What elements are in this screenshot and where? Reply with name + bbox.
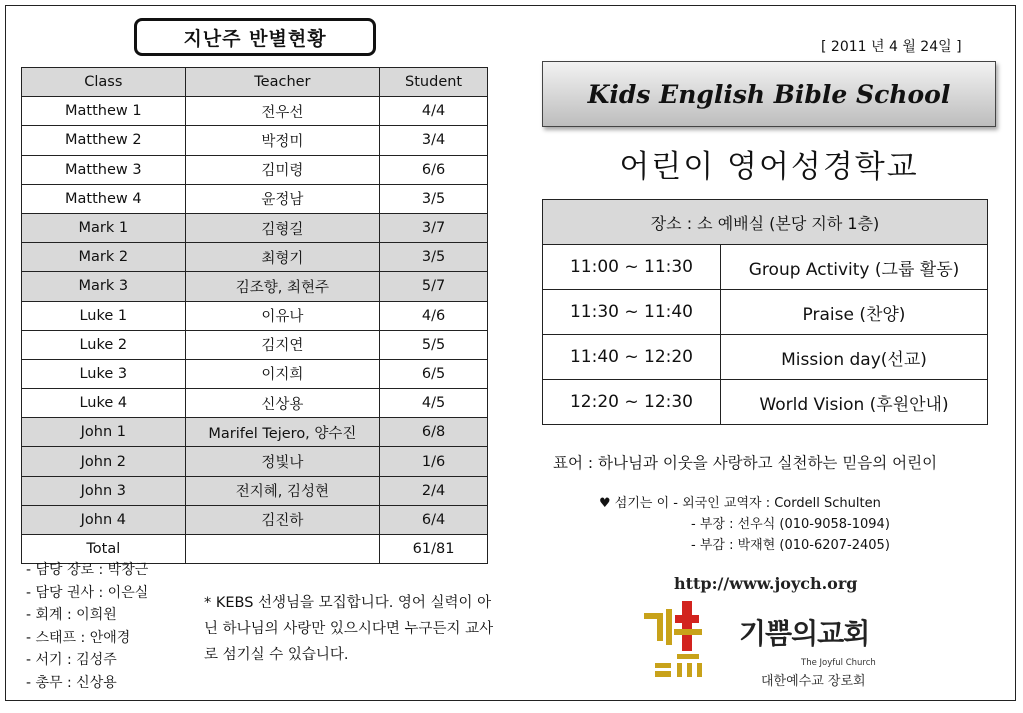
cell-class: John 1 — [22, 418, 186, 447]
cell-student: 5/7 — [380, 272, 488, 301]
staff-line: ♥ 섬기는 이 - 외국인 교역자 : Cordell Schulten — [599, 496, 881, 511]
time-cell: 12:20 ~ 12:30 — [543, 380, 721, 425]
cell-teacher: 이유나 — [185, 301, 380, 330]
cell-class: John 4 — [22, 505, 186, 534]
cell-class: Luke 2 — [22, 330, 186, 359]
church-denomination: 대한예수교 장로회 — [761, 674, 866, 689]
table-row — [22, 359, 488, 388]
cell-teacher: Marifel Tejero, 양수진 — [185, 418, 380, 447]
cell-class: Matthew 4 — [22, 184, 186, 213]
header-student: Student — [380, 68, 488, 97]
cell-class: Luke 1 — [22, 301, 186, 330]
church-url-link[interactable]: http://www.joych.org — [674, 574, 858, 593]
cell-student: 4/6 — [380, 301, 488, 330]
place-row — [543, 200, 988, 245]
table-row — [543, 245, 988, 290]
table-row — [22, 476, 488, 505]
list-item: - 담당 장로 : 박창근 — [26, 562, 149, 578]
staff-list — [26, 559, 148, 694]
cell-student: 6/5 — [380, 359, 488, 388]
header-class: Class — [22, 68, 186, 97]
table-row — [543, 290, 988, 335]
church-name: 기쁨의교회 — [739, 617, 870, 650]
time-cell: 11:40 ~ 12:20 — [543, 335, 721, 380]
staff-line: - 부장 : 선우식 (010-9058-1094) — [691, 517, 890, 532]
cell-teacher: 김형길 — [185, 213, 380, 242]
cell-teacher: 김미령 — [185, 155, 380, 184]
cell-teacher: 전우선 — [185, 97, 380, 126]
table-row — [22, 97, 488, 126]
list-item: - 회계 : 이희원 — [26, 607, 117, 623]
table-row — [22, 330, 488, 359]
activity-cell: Mission day(선교) — [721, 335, 988, 380]
attendance-title: 지난주 반별현황 — [134, 18, 376, 56]
cell-class: Luke 4 — [22, 389, 186, 418]
total-student: 61/81 — [380, 535, 488, 564]
cell-student: 3/5 — [380, 243, 488, 272]
school-name-banner: Kids English Bible School — [542, 61, 996, 127]
cell-teacher: 김지연 — [185, 330, 380, 359]
cell-class: John 2 — [22, 447, 186, 476]
cell-teacher: 김진하 — [185, 505, 380, 534]
time-cell: 11:00 ~ 11:30 — [543, 245, 721, 290]
place-cell: 장소 : 소 예배실 (본당 지하 1층) — [543, 200, 988, 245]
cell-student: 3/7 — [380, 213, 488, 242]
table-row — [22, 272, 488, 301]
table-row — [22, 447, 488, 476]
cell-student: 2/4 — [380, 476, 488, 505]
cell-student: 4/4 — [380, 97, 488, 126]
cell-student: 6/4 — [380, 505, 488, 534]
cell-student: 3/5 — [380, 184, 488, 213]
cell-student: 1/6 — [380, 447, 488, 476]
bulletin-date: [ 2011 년 4 월 24일 ] — [821, 39, 962, 55]
table-row — [22, 505, 488, 534]
cell-teacher: 김조향, 최현주 — [185, 272, 380, 301]
cell-class: Matthew 3 — [22, 155, 186, 184]
table-row — [22, 389, 488, 418]
cell-student: 4/5 — [380, 389, 488, 418]
teacher-recruit-notice: * KEBS 선생님을 모집합니다. 영어 실력이 아닌 하나님의 사랑만 있으시다면 누구든지 교사로 섬기실 수 있습니다. — [204, 595, 494, 663]
cell-teacher: 윤정남 — [185, 184, 380, 213]
table-row — [22, 126, 488, 155]
school-name-korean: 어린이 영어성경학교 — [619, 149, 919, 185]
table-row — [22, 301, 488, 330]
cell-class: Mark 3 — [22, 272, 186, 301]
cell-class: Matthew 1 — [22, 97, 186, 126]
cell-teacher: 신상용 — [185, 389, 380, 418]
schedule-table — [542, 199, 988, 425]
list-item: - 서기 : 김성주 — [26, 652, 117, 668]
cell-teacher: 이지희 — [185, 359, 380, 388]
motto: 표어 : 하나님과 이웃을 사랑하고 실천하는 믿음의 어린이 — [553, 454, 938, 472]
cell-teacher: 정빛나 — [185, 447, 380, 476]
attendance-header-row — [22, 68, 488, 97]
cell-class: Mark 2 — [22, 243, 186, 272]
table-row — [22, 213, 488, 242]
list-item: - 총무 : 신상용 — [26, 674, 117, 691]
list-item: - 스태프 : 안애경 — [26, 629, 131, 646]
table-row — [22, 184, 488, 213]
cell-teacher: 박정미 — [185, 126, 380, 155]
table-row — [22, 155, 488, 184]
cell-student: 6/8 — [380, 418, 488, 447]
table-row — [543, 335, 988, 380]
header-teacher: Teacher — [185, 68, 380, 97]
total-teacher — [185, 535, 380, 564]
cell-student: 6/6 — [380, 155, 488, 184]
table-row — [22, 243, 488, 272]
cell-class: Matthew 2 — [22, 126, 186, 155]
cell-class: Luke 3 — [22, 359, 186, 388]
time-cell: 11:30 ~ 11:40 — [543, 290, 721, 335]
cell-teacher: 전지혜, 김성현 — [185, 476, 380, 505]
cell-student: 3/4 — [380, 126, 488, 155]
attendance-table — [21, 67, 488, 564]
activity-cell: Praise (찬양) — [721, 290, 988, 335]
table-row — [22, 418, 488, 447]
cell-teacher: 최형기 — [185, 243, 380, 272]
activity-cell: Group Activity (그룹 활동) — [721, 245, 988, 290]
list-item: - 담당 권사 : 이은실 — [26, 584, 149, 601]
serving-staff — [599, 493, 890, 556]
cell-student: 5/5 — [380, 330, 488, 359]
activity-cell: World Vision (후원안내) — [721, 380, 988, 425]
total-label: Total — [22, 535, 186, 564]
table-row — [543, 380, 988, 425]
staff-line: - 부감 : 박재현 (010-6207-2405) — [691, 538, 890, 553]
church-name-english: The Joyful Church — [801, 658, 876, 668]
cell-class: Mark 1 — [22, 213, 186, 242]
cell-class: John 3 — [22, 476, 186, 505]
bulletin-page — [5, 5, 1016, 701]
